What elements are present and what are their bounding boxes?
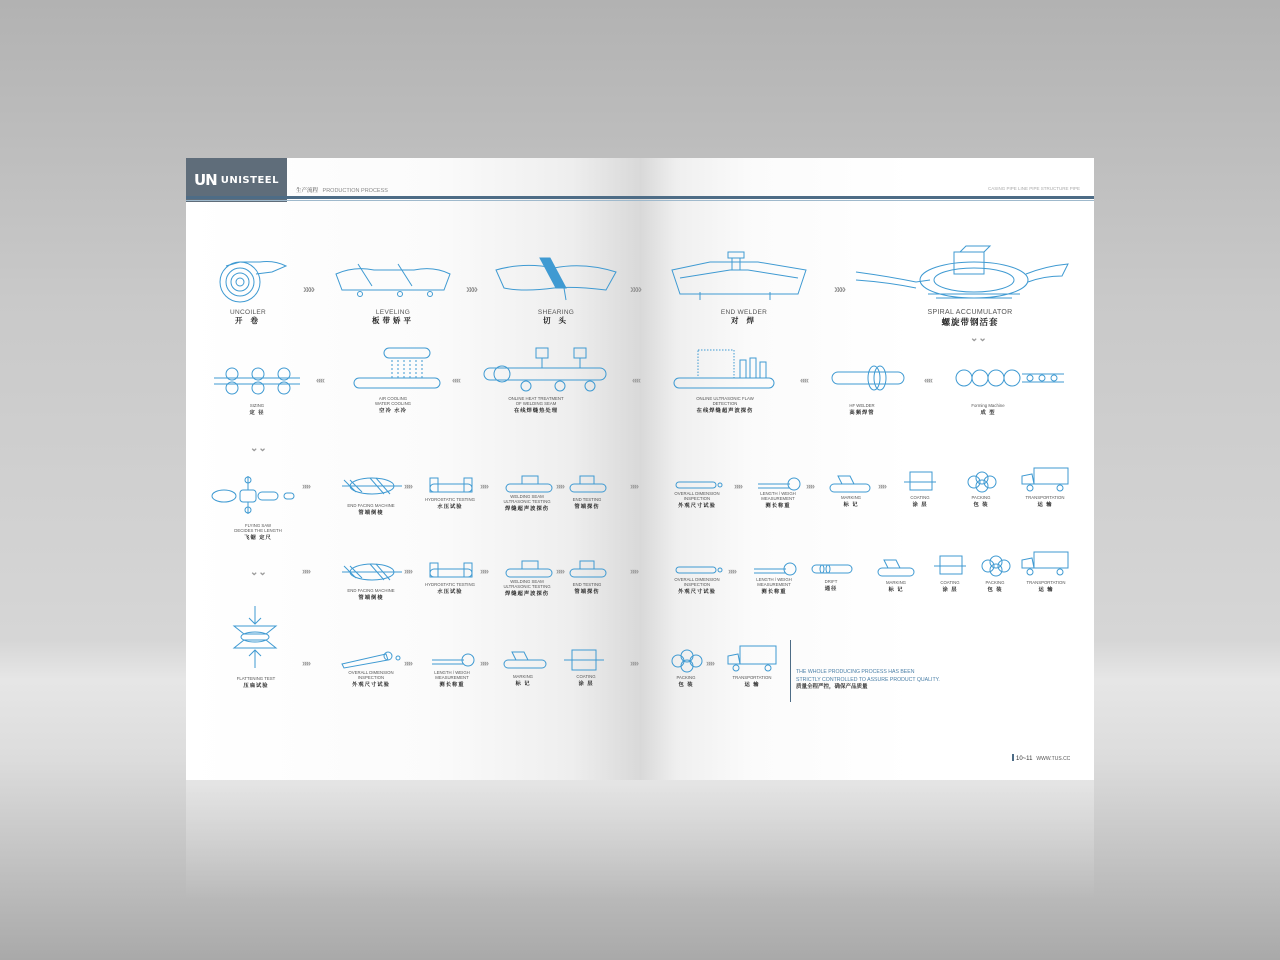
header-stripe-thin bbox=[186, 200, 640, 201]
step-packing-label: PACKING 包 装 bbox=[971, 495, 991, 508]
truck-icon bbox=[1020, 466, 1070, 492]
spiral-accumulator-icon bbox=[856, 246, 1068, 302]
flow-arrow-right: »»» bbox=[480, 658, 487, 668]
ultrasonic-testing-icon bbox=[504, 474, 554, 494]
quality-note bbox=[796, 669, 940, 692]
quality-note-cn: 质量全程严控，确保产品质量 bbox=[796, 684, 868, 691]
coating-icon bbox=[902, 470, 938, 494]
flow-arrow-right: »»» bbox=[480, 481, 487, 491]
drift-icon bbox=[810, 562, 854, 576]
flow-arrow-right: »»» bbox=[302, 566, 309, 576]
flow-arrow-left: ««« bbox=[452, 375, 459, 385]
flow-arrow-right: »»» bbox=[630, 658, 637, 668]
step-flaw-detection-label: ONLINE ULTRASONIC FLAW DETECTION 在线焊缝超声波探伤 bbox=[696, 396, 754, 414]
header-stripe bbox=[186, 196, 640, 199]
flow-arrow-right: »»» bbox=[630, 481, 637, 491]
flow-arrow-down: ⌄⌄ bbox=[970, 333, 987, 344]
truck-icon bbox=[1020, 550, 1070, 576]
step-dimension-inspection-label: OVERALL DIMENSION INSPECTION 外观尺寸试验 bbox=[674, 577, 720, 595]
marking-icon bbox=[502, 650, 548, 670]
flow-arrow-right: »»» bbox=[466, 282, 475, 296]
flow-arrow-right: »»» bbox=[630, 566, 637, 576]
flow-arrow-right: »»» bbox=[834, 282, 843, 296]
header-stripe bbox=[640, 196, 1094, 199]
step-hydrostatic-label: HYDROSTATIC TESTING 水压试验 bbox=[425, 582, 475, 595]
flow-arrow-right: »»» bbox=[630, 282, 639, 296]
flow-arrow-right: »»» bbox=[404, 566, 411, 576]
header-right-text: CASING PIPE LINE PIPE STRUCTURE PIPE bbox=[987, 186, 1080, 191]
section-title-en: PRODUCTION PROCESS bbox=[322, 188, 388, 194]
step-spiral-accumulator-label: SPIRAL ACCUMULATOR 螺旋带钢活套 bbox=[927, 309, 1013, 328]
dimension-inspection-icon bbox=[340, 646, 404, 668]
step-packing-label: PACKING 包 装 bbox=[985, 580, 1005, 593]
step-length-weigh-label: LENGTH / WEIGH MEASUREMENT 测长称重 bbox=[434, 670, 470, 688]
end-testing-icon bbox=[568, 474, 608, 494]
logo-mark: UN bbox=[193, 171, 217, 189]
step-length-weigh-label: LENGTH / WEIGH MEASUREMENT 测长称重 bbox=[760, 491, 796, 509]
marking-icon bbox=[876, 558, 916, 578]
step-dimension-inspection-label: OVERALL DIMENSION INSPECTION 外观尺寸试验 bbox=[348, 670, 394, 688]
note-divider bbox=[790, 640, 791, 702]
page-footer bbox=[1012, 754, 1070, 762]
end-facing-machine-icon bbox=[340, 560, 404, 584]
hf-welder-icon bbox=[830, 364, 906, 392]
floor-reflection bbox=[186, 780, 1094, 900]
step-transportation-label: TRANSPORTATION 运 输 bbox=[1025, 495, 1065, 508]
step-end-testing-label: END TESTING 管端探伤 bbox=[572, 582, 602, 595]
flow-arrow-right: »»» bbox=[480, 566, 487, 576]
ultrasonic-testing-icon bbox=[504, 559, 554, 579]
step-length-weigh-label: LENGTH / WEIGH MEASUREMENT 测长称重 bbox=[756, 577, 792, 595]
packing-icon bbox=[670, 648, 704, 674]
step-ultrasonic-testing-label: WELDING SEAM ULTRASONIC TESTING 焊缝超声波探伤 bbox=[503, 579, 551, 597]
step-leveling-label: LEVELING 板带矫平 bbox=[372, 309, 414, 326]
step-shearing-label: SHEARING 切 头 bbox=[537, 309, 575, 326]
flow-arrow-right: »»» bbox=[556, 566, 563, 576]
forming-machine-icon bbox=[954, 362, 1066, 394]
step-marking-label: MARKING 标 记 bbox=[512, 674, 534, 687]
length-weigh-icon bbox=[430, 650, 476, 668]
step-end-facing-label: END FACING MACHINE 管端倒棱 bbox=[347, 588, 395, 601]
coating-icon bbox=[562, 648, 606, 672]
end-facing-machine-icon bbox=[340, 474, 404, 498]
flaw-detection-icon bbox=[672, 348, 778, 392]
page-number: 10~11 bbox=[1016, 756, 1033, 762]
flow-arrow-right: »»» bbox=[404, 481, 411, 491]
coating-icon bbox=[932, 554, 968, 578]
uncoiler-icon bbox=[216, 252, 288, 304]
flow-arrow-right: »»» bbox=[806, 481, 813, 491]
step-heat-treatment-label: ONLINE HEAT TREATMENT OF WELDING SEAM 在线焊缝热处理 bbox=[508, 396, 564, 414]
length-weigh-icon bbox=[756, 474, 802, 492]
step-hydrostatic-label: HYDROSTATIC TESTING 水压试验 bbox=[425, 497, 475, 510]
step-hf-welder-label: HF WELDER 高频焊管 bbox=[849, 403, 875, 416]
step-packing-label: PACKING 包 装 bbox=[676, 675, 696, 688]
flow-arrow-left: ««« bbox=[800, 375, 807, 385]
flow-arrow-right: »»» bbox=[302, 658, 309, 668]
quality-note-line2: STRICTLY CONTROLLED TO ASSURE PRODUCT QUALITY. bbox=[796, 676, 940, 683]
marking-icon bbox=[828, 474, 872, 494]
heat-treatment-icon bbox=[480, 346, 610, 392]
step-forming-machine-label: Forming Machine 成 型 bbox=[971, 403, 1005, 416]
flow-arrow-right: »»» bbox=[404, 658, 411, 668]
step-cooling-label: AIR COOLING WATER COOLING 空冷 水冷 bbox=[374, 396, 412, 414]
step-marking-label: MARKING 标 记 bbox=[840, 495, 862, 508]
section-title-cn: 生产流程 bbox=[296, 188, 319, 194]
step-dimension-inspection-label: OVERALL DIMENSION INSPECTION 外观尺寸试验 bbox=[674, 491, 720, 509]
step-uncoiler-label: UNCOILER 开 卷 bbox=[230, 309, 266, 326]
flow-arrow-left: ««« bbox=[924, 375, 931, 385]
footer-url: WWW.TUS.CC bbox=[1036, 756, 1071, 762]
step-drift-label: DRIFT 通径 bbox=[824, 579, 838, 592]
truck-icon bbox=[726, 644, 778, 672]
step-marking-label: MARKING 标 记 bbox=[885, 580, 907, 593]
end-welder-icon bbox=[670, 248, 808, 300]
footer-bar bbox=[1012, 754, 1014, 761]
sizing-icon bbox=[212, 366, 302, 394]
step-sizing-label: SIZING 定 径 bbox=[249, 403, 265, 416]
step-end-welder-label: END WELDER 对 焊 bbox=[720, 309, 768, 326]
flow-arrow-right: »»» bbox=[303, 282, 312, 296]
flow-arrow-down: ⌄⌄ bbox=[250, 567, 267, 578]
flying-saw-icon bbox=[210, 474, 296, 516]
step-end-facing-label: END FACING MACHINE 管端倒棱 bbox=[347, 503, 395, 516]
section-title bbox=[296, 186, 388, 194]
cooling-icon bbox=[352, 346, 442, 392]
flow-arrow-right: »»» bbox=[878, 481, 885, 491]
flow-arrow-down: ⌄⌄ bbox=[250, 443, 267, 454]
flow-arrow-right: »»» bbox=[302, 481, 309, 491]
flow-arrow-left: ««« bbox=[632, 375, 639, 385]
length-weigh-icon bbox=[752, 559, 798, 577]
quality-note-line1: THE WHOLE PRODUCING PROCESS HAS BEEN bbox=[796, 669, 915, 675]
step-flying-saw-label: FLYING SAW DECIDES THE LENGTH 飞锯 定尺 bbox=[234, 523, 282, 541]
flow-arrow-right: »»» bbox=[728, 566, 735, 576]
flow-arrow-right: »»» bbox=[734, 481, 741, 491]
step-transportation-label: TRANSPORTATION 运 输 bbox=[732, 675, 772, 688]
step-flattening-test-label: FLATTENING TEST 压扁试验 bbox=[236, 676, 276, 689]
packing-icon bbox=[980, 554, 1012, 578]
packing-icon bbox=[966, 470, 998, 494]
flow-arrow-left: ««« bbox=[316, 375, 323, 385]
leveling-icon bbox=[334, 262, 452, 298]
step-ultrasonic-testing-label: WELDING SEAM ULTRASONIC TESTING 焊缝超声波探伤 bbox=[503, 494, 551, 512]
hydrostatic-testing-icon bbox=[428, 476, 474, 494]
flow-arrow-right: »»» bbox=[706, 658, 713, 668]
step-coating-label: COATING 涂 层 bbox=[910, 495, 930, 508]
step-transportation-label: TRANSPORTATION 运 输 bbox=[1026, 580, 1066, 593]
step-coating-label: COATING 涂 层 bbox=[940, 580, 960, 593]
logo-text: UNISTEEL bbox=[220, 174, 279, 186]
hydrostatic-testing-icon bbox=[428, 561, 474, 579]
step-coating-label: COATING 涂 层 bbox=[576, 674, 596, 687]
flattening-test-icon bbox=[230, 604, 280, 670]
dimension-inspection-icon bbox=[674, 478, 724, 492]
dimension-inspection-icon bbox=[674, 563, 724, 577]
shearing-icon bbox=[494, 258, 618, 300]
header-stripe-thin bbox=[640, 200, 1094, 201]
step-end-testing-label: END TESTING 管端探伤 bbox=[572, 497, 602, 510]
flow-arrow-right: »»» bbox=[556, 481, 563, 491]
end-testing-icon bbox=[568, 559, 608, 579]
